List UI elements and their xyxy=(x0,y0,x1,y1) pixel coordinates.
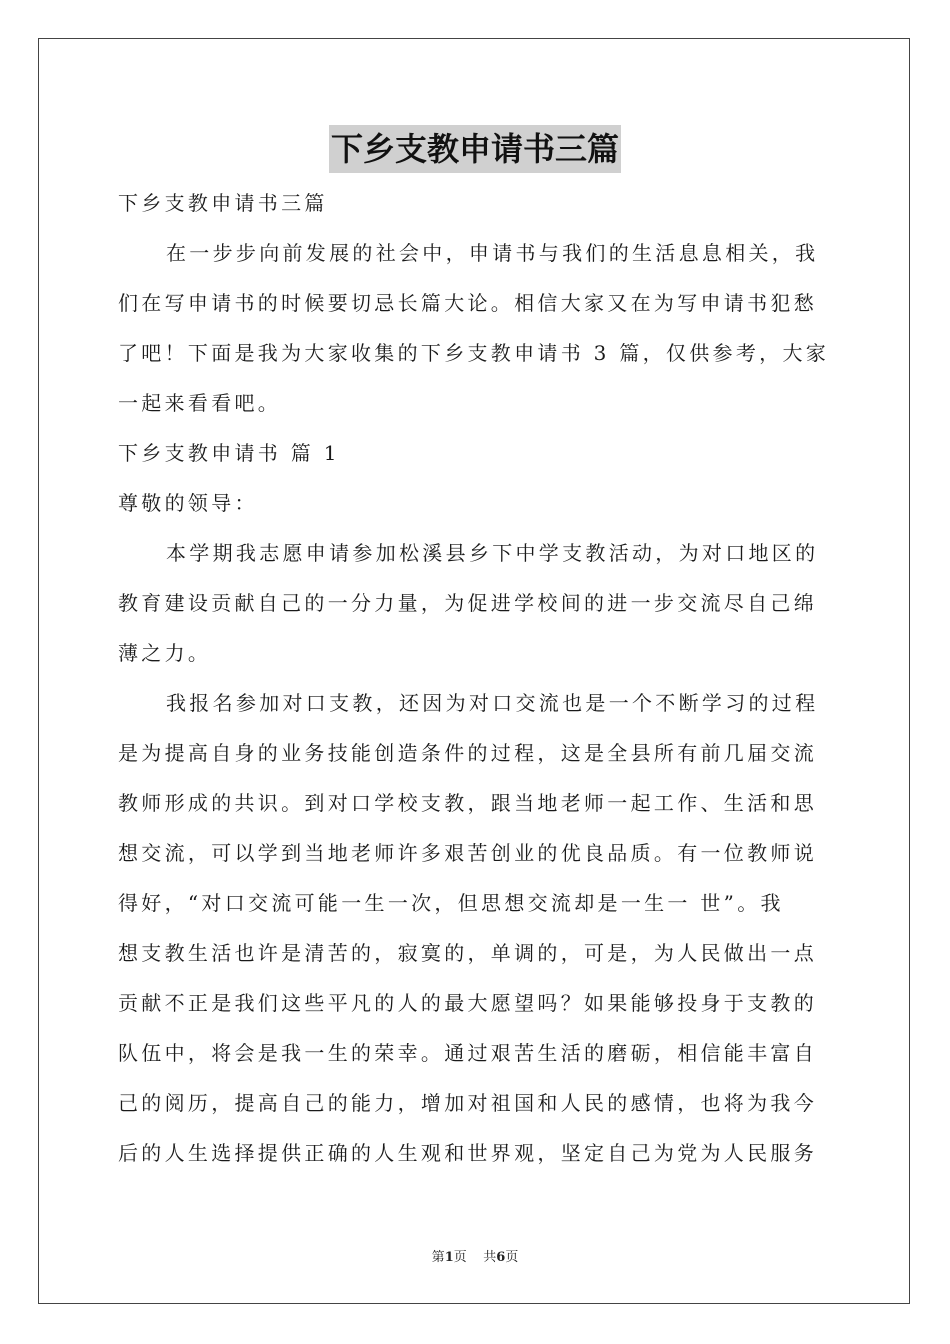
paragraph-line: 教育建设贡献自己的一分力量，为促进学校间的进一步交流尽自己绵 xyxy=(118,591,817,615)
document-body xyxy=(118,178,834,1178)
page-suffix: 页 xyxy=(505,1250,519,1265)
salutation: 尊敬的领导： xyxy=(118,491,258,515)
paragraph-line: 己的阅历，提高自己的能力，增加对祖国和人民的感情，也将为我今 xyxy=(118,1091,817,1115)
paragraph-line: 们在写申请书的时候要切忌长篇大论。相信大家又在为写申请书犯愁 xyxy=(118,291,817,315)
paragraph-line: 贡献不正是我们这些平凡的人的最大愿望吗？如果能够投身于支教的 xyxy=(118,991,817,1015)
paragraph-line: 后的人生选择提供正确的人生观和世界观，坚定自己为党为人民服务 xyxy=(118,1141,817,1165)
paragraph-line: 教师形成的共识。到对口学校支教，跟当地老师一起工作、生活和思 xyxy=(118,791,817,815)
section-heading: 下乡支教申请书 篇 1 xyxy=(118,441,340,465)
paragraph-line: 了吧！下面是我为大家收集的下乡支教申请书 3 篇，仅供参考，大家 xyxy=(118,341,830,365)
paragraph-line: 队伍中，将会是我一生的荣幸。通过艰苦生活的磨砺，相信能丰富自 xyxy=(118,1041,817,1065)
paragraph-line: 薄之力。 xyxy=(118,641,212,665)
body-paragraph-2 xyxy=(118,678,834,1178)
page-mid: 页 共 xyxy=(453,1250,497,1265)
document-subtitle: 下乡支教申请书三篇 xyxy=(118,191,328,215)
document-title: 下乡支教申请书三篇 xyxy=(329,125,621,173)
paragraph-line: 在一步步向前发展的社会中，申请书与我们的生活息息相关，我 xyxy=(166,241,819,265)
paragraph-line: 想交流，可以学到当地老师许多艰苦创业的优良品质。有一位教师说 xyxy=(118,841,817,865)
paragraph-line: 想支教生活也许是清苦的，寂寞的，单调的，可是，为人民做出一点 xyxy=(118,941,817,965)
page-footer xyxy=(0,1246,950,1265)
paragraph-line: 我报名参加对口支教，还因为对口交流也是一个不断学习的过程 xyxy=(166,691,819,715)
paragraph-line: 一起来看看吧。 xyxy=(118,391,282,415)
intro-paragraph xyxy=(118,228,834,428)
paragraph-line: 得好，“对口交流可能一生一次，但思想交流却是一生一 世”。我 xyxy=(118,891,784,915)
paragraph-line: 是为提高自身的业务技能创造条件的过程，这是全县所有前几届交流 xyxy=(118,741,817,765)
title-container xyxy=(0,125,950,173)
body-paragraph-1 xyxy=(118,528,834,678)
page-current: 1 xyxy=(444,1250,454,1265)
page-prefix: 第 xyxy=(431,1250,445,1265)
paragraph-line: 本学期我志愿申请参加松溪县乡下中学支教活动，为对口地区的 xyxy=(166,541,819,565)
page-total: 6 xyxy=(496,1250,506,1265)
